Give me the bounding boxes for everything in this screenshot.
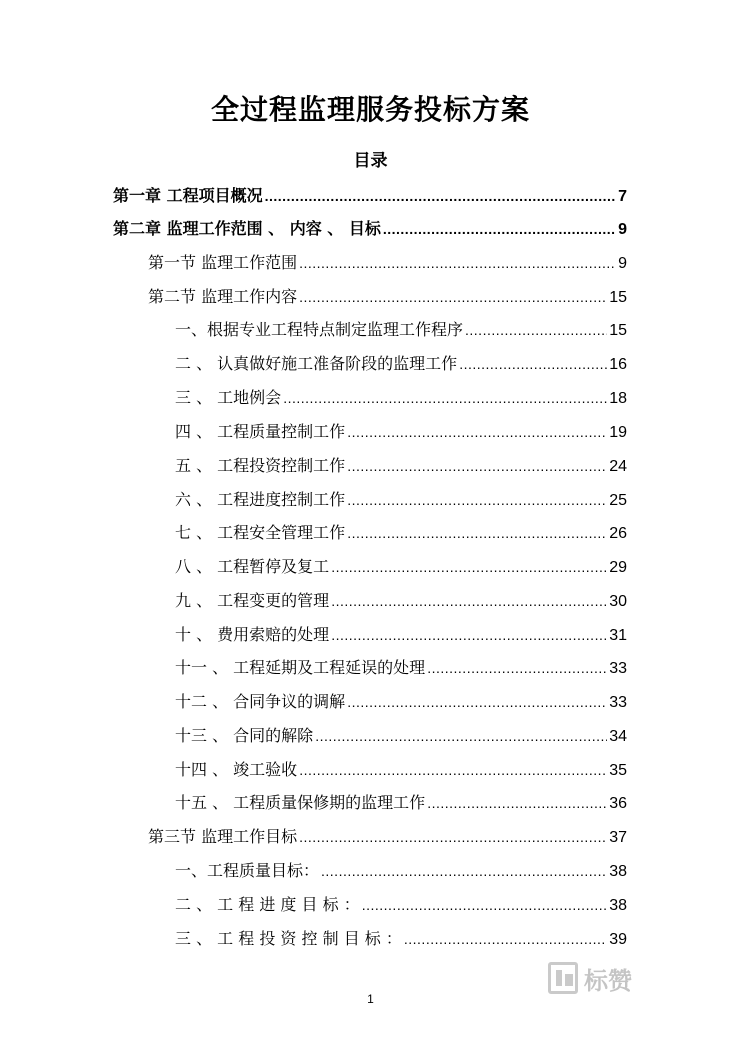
- toc-entry-goal-1[interactable]: 一、工程质量目标： ..... 38: [175, 858, 627, 880]
- toc-entry-item-3[interactable]: 三 、 工地例会 ..... 18: [175, 385, 627, 407]
- toc-entry-item-7[interactable]: 七 、 工程安全管理工作 ..... 26: [175, 520, 627, 542]
- toc-entry-item-2[interactable]: 二 、 认真做好施工准备阶段的监理工作 ..... 16: [175, 351, 627, 373]
- watermark-text: 标赞: [584, 966, 632, 995]
- toc-entry-item-4[interactable]: 四 、 工程质量控制工作 ..... 19: [175, 419, 627, 441]
- toc-entry-item-1[interactable]: 一、根据专业工程特点制定监理工作程序 ..... 15: [175, 317, 627, 339]
- toc-entry-section-3[interactable]: 第三节 监理工作目标 ..... 37: [148, 824, 627, 846]
- toc-entry-item-8[interactable]: 八 、 工程暂停及复工 ..... 29: [175, 554, 627, 576]
- toc-entry-item-12[interactable]: 十二 、 合同争议的调解 ..... 33: [175, 689, 627, 711]
- toc-entry-item-11[interactable]: 十一 、 工程延期及工程延误的处理 ..... 33: [175, 655, 627, 677]
- toc-entry-item-10[interactable]: 十 、 费用索赔的处理 ..... 31: [175, 622, 627, 644]
- toc-entry-section-2[interactable]: 第二节 监理工作内容 ..... 15: [148, 284, 627, 306]
- biaozan-logo-icon: [548, 962, 578, 994]
- toc-entry-item-6[interactable]: 六 、 工程进度控制工作 ..... 25: [175, 487, 627, 509]
- toc-entry-item-9[interactable]: 九 、 工程变更的管理 ..... 30: [175, 588, 627, 610]
- page-number: 1: [367, 992, 374, 1006]
- toc-entry-item-13[interactable]: 十三 、 合同的解除 ..... 34: [175, 723, 627, 745]
- toc-entry-chapter-2[interactable]: 第二章 监理工作范围 、 内容 、 目标 ..... 9: [113, 216, 627, 238]
- toc-heading: 目录: [353, 151, 388, 171]
- document-title: 全过程监理服务投标方案: [210, 93, 530, 126]
- toc-entry-goal-2[interactable]: 二 、 工 程 进 度 目 标 ： ..... 38: [175, 892, 627, 914]
- toc-entry-goal-3[interactable]: 三 、 工 程 投 资 控 制 目 标 ： ..... 39: [175, 926, 627, 948]
- toc-entry-item-5[interactable]: 五 、 工程投资控制工作 ..... 24: [175, 453, 627, 475]
- toc-entry-item-14[interactable]: 十四 、 竣工验收 ..... 35: [175, 757, 627, 779]
- toc-entry-chapter-1[interactable]: 第一章 工程项目概况 ..... 7: [113, 183, 627, 205]
- toc-entry-item-15[interactable]: 十五 、 工程质量保修期的监理工作 ..... 36: [175, 790, 627, 812]
- toc-entry-section-1[interactable]: 第一节 监理工作范围 ..... 9: [148, 250, 627, 272]
